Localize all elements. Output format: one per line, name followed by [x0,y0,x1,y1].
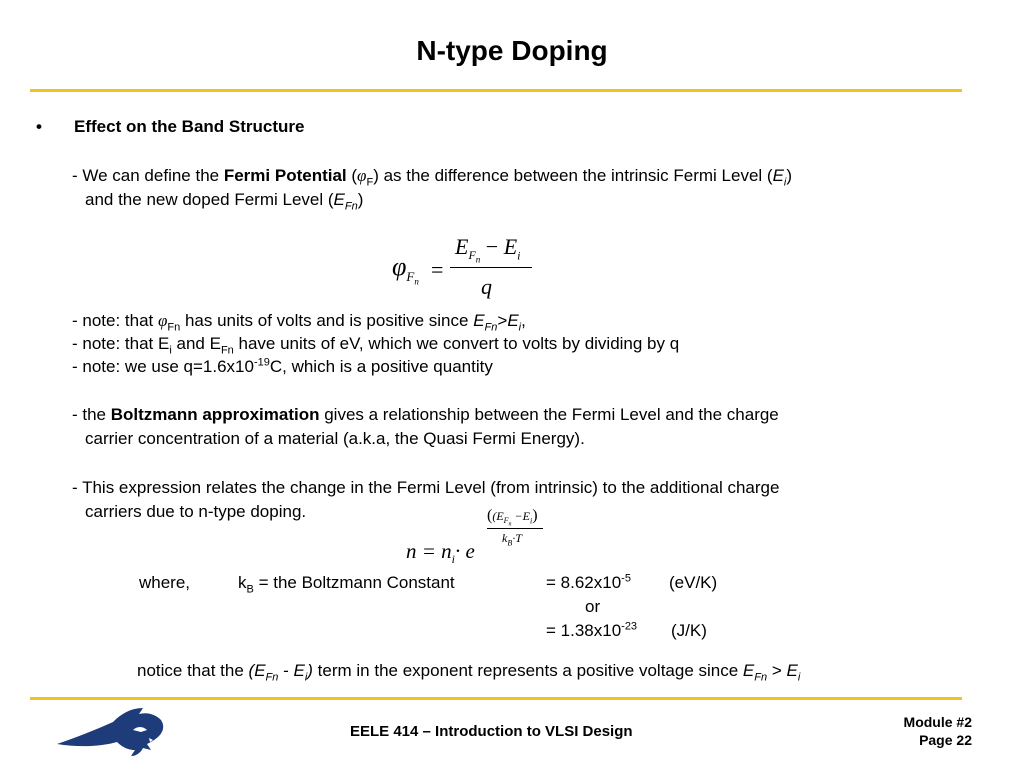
note-ev-units: - note: that $E_i$ and $E_{Fn}$ have units of eV, which we convert to volts by dividing by q [72,334,680,357]
or-label: or [585,597,601,616]
kb-unit-ev: (eV/K) [669,573,718,592]
exponent-fraction-bar [487,528,543,529]
phi-equation-denominator: q [481,274,492,299]
kb-value-ev: = $8.62x10^{-5}$ [546,572,631,592]
exponent-denominator: $k_B\cdot T$ [502,531,522,548]
phi-fraction-bar [450,267,532,268]
top-rule [30,89,962,92]
expression-line1: - This expression relates the change in the Fermi Level (from intrinsic) to the additional charge [72,478,780,497]
fermi-potential-line1: - We can define the Fermi Potential $(\varphi_F)$ as the difference between the intrinsic Fermi Level $(E_i)$ [72,166,793,189]
note-phi-units: - note: that $\varphi_{Fn}$ has units of volts and is positive since $E_{Fn}>E_i$, [72,311,526,334]
exponent-numerator: ($(E_{F_n} -E_i)$ [487,507,538,528]
kb-value-j: = $1.38x10^{-23}$ [546,620,638,640]
course-title: EELE 414 – Introduction to VLSI Design [350,723,633,740]
boltzmann-line1: - the Boltzmann approximation gives a relationship between the Fermi Level and the charge [72,405,779,424]
kb-symbol: $k_B$ = the Boltzmann Constant [238,573,455,596]
slide-title: N-type Doping [416,35,608,66]
page-number: Page 22 [919,732,972,748]
notice-line: notice that the $(E_{Fn} - E_i)$ term in the exponent represents a positive voltage since $E_{Fn} > E_i$ [137,661,801,684]
boltzmann-line2: carrier concentration of a material (a.k.a, the Quasi Fermi Energy). [85,429,585,448]
bullet-heading: Effect on the Band Structure [74,117,305,136]
kb-unit-j: (J/K) [671,621,707,640]
expression-line2: carriers due to n-type doping. [85,502,307,521]
phi-equation-numerator: $E_{F_n} - E_i$ [455,234,521,265]
phi-equation-lhs: $\varphi_{F_n}$ [392,252,419,287]
bullet-marker: • [36,117,42,136]
boltzmann-equation: $n = n_i\cdot e$ [406,539,475,567]
fermi-potential-line2: and the new doped Fermi Level $(E_{Fn})$ [85,190,364,213]
phi-equation-equals: = [431,257,444,282]
module-label: Module #2 [903,714,972,730]
bobcat-logo-icon [55,700,170,760]
where-label: where, [139,573,191,592]
note-q-value: - note: we use $q=1.6x10^{-19}C$, which is a positive quantity [72,356,493,376]
